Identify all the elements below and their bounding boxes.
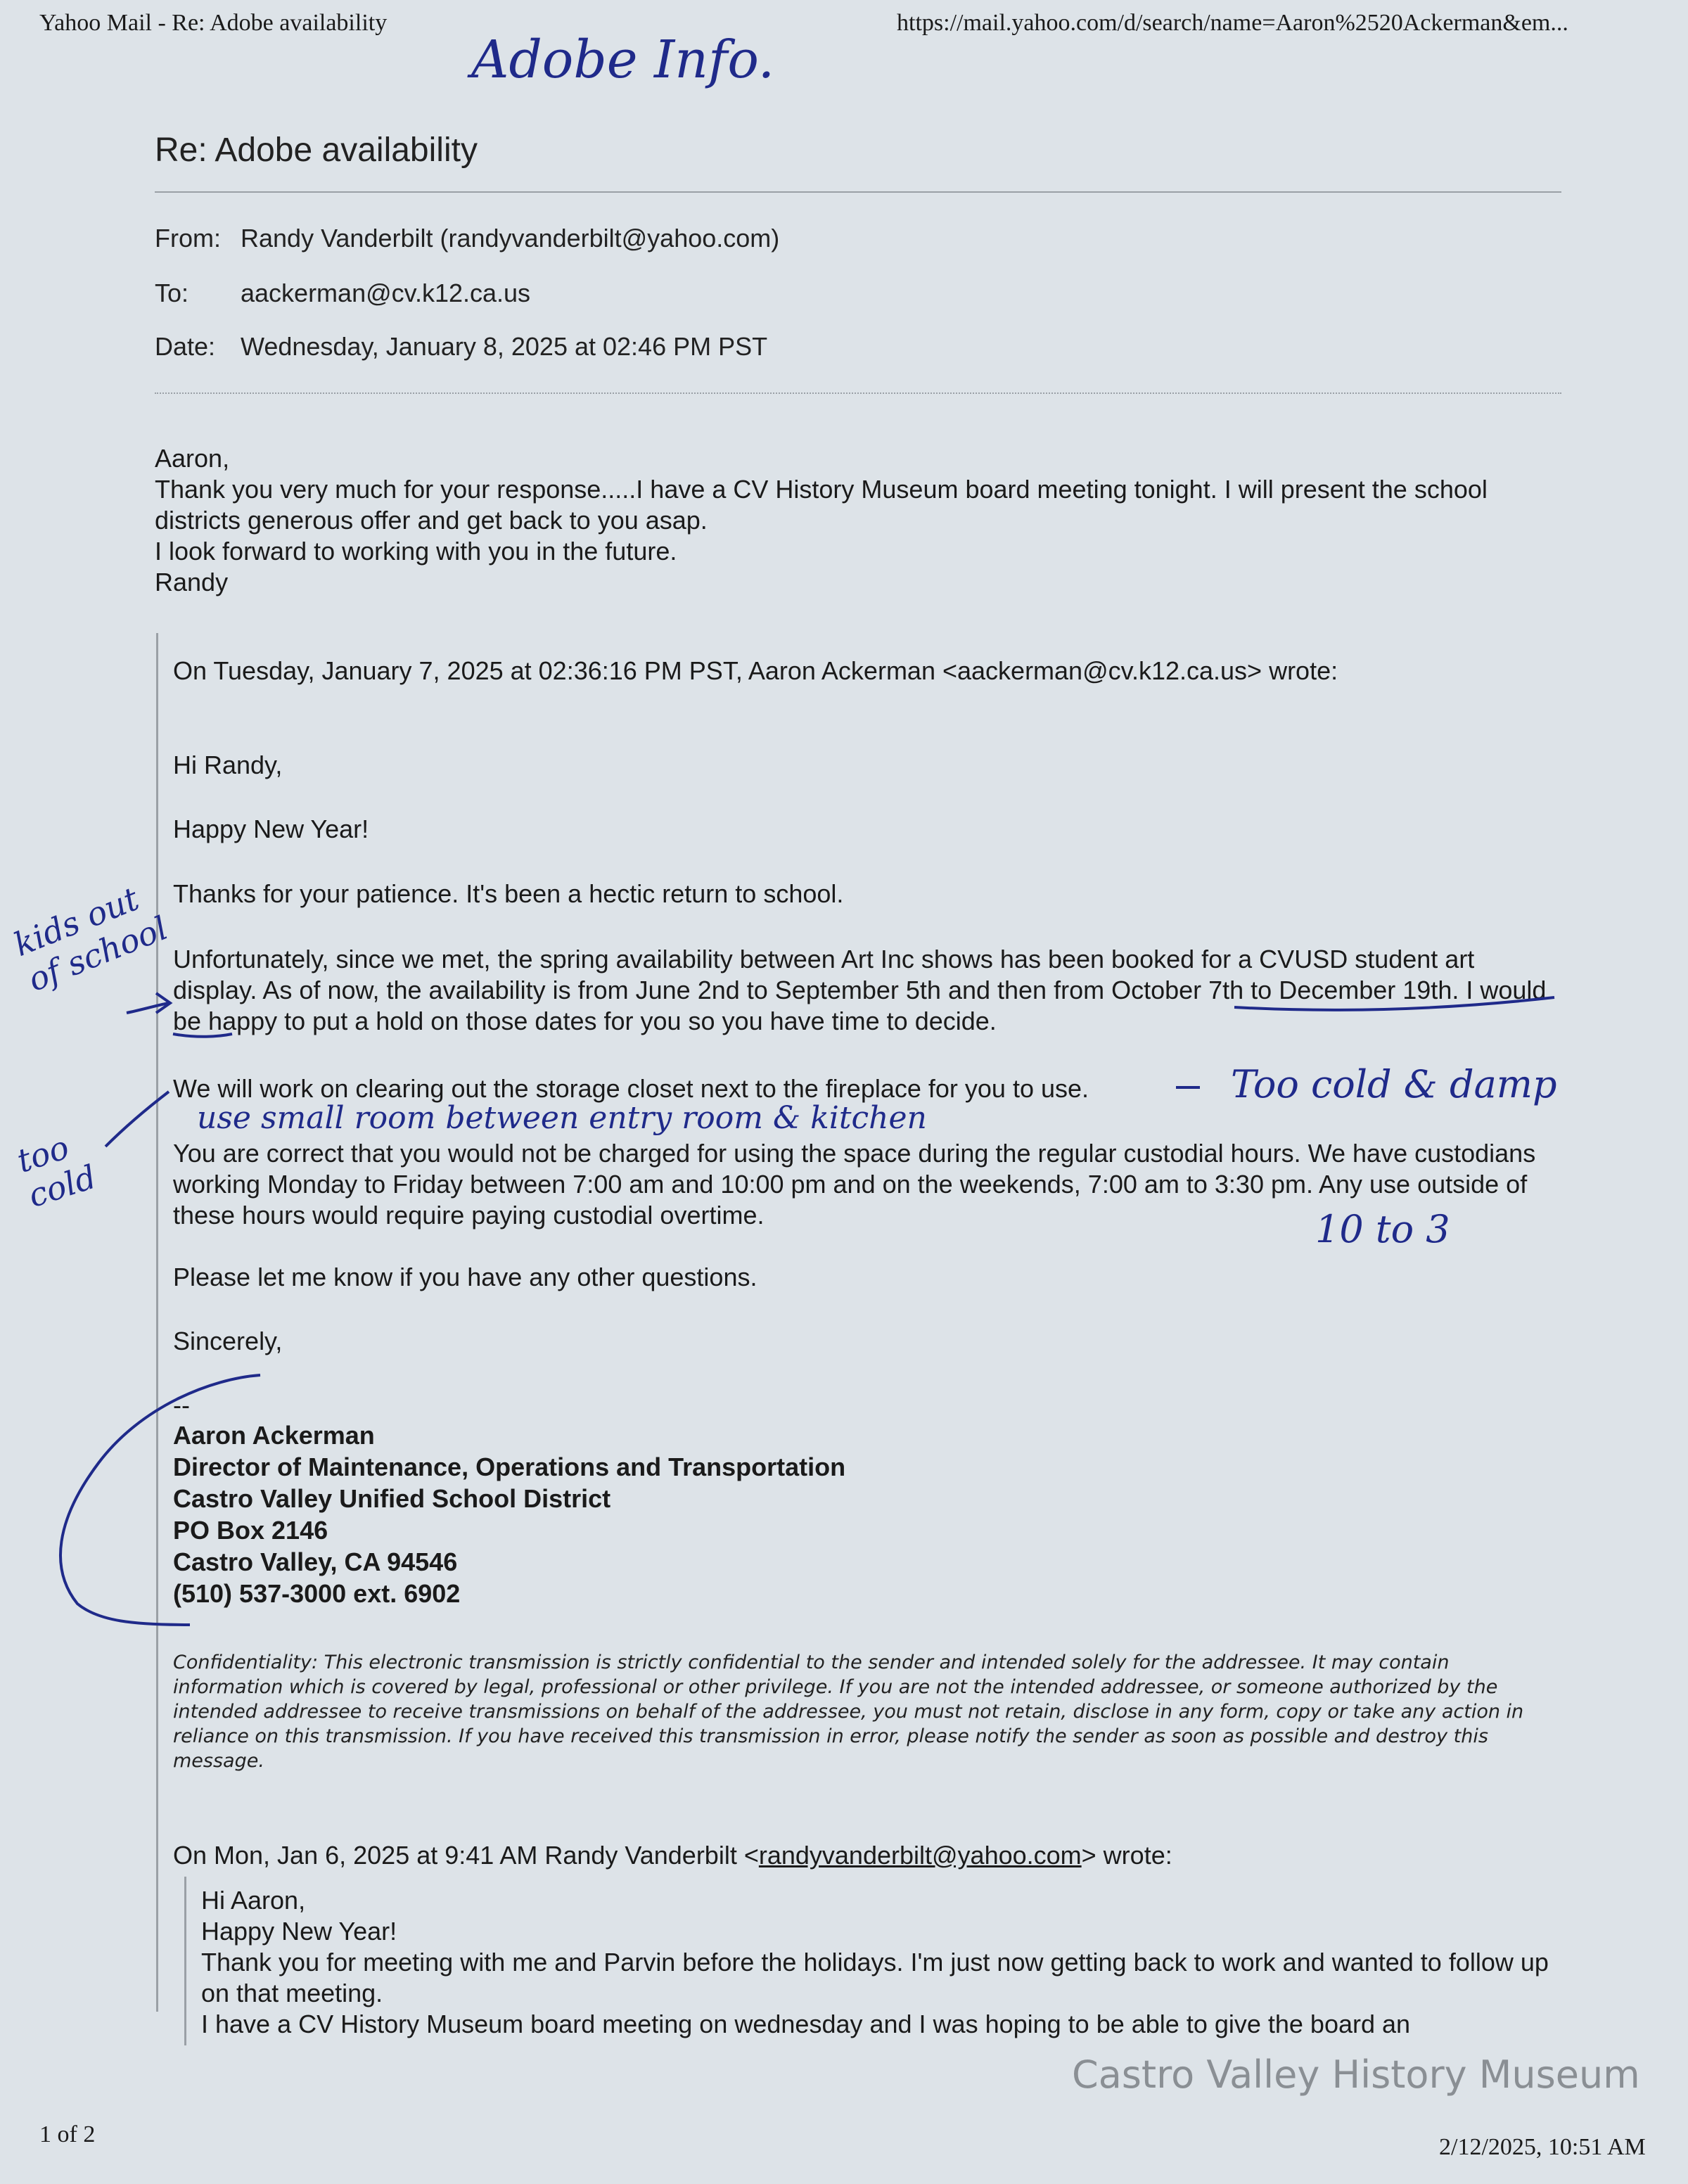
quoted2-line: Hi Aaron, [201, 1886, 306, 1915]
from-value: Randy Vanderbilt (randyvanderbilt@yahoo.com) [241, 224, 780, 253]
quoted2-line: I have a CV History Museum board meeting on wednesday and I was hoping to be able to give the board an [201, 2010, 1411, 2038]
body-paragraph: I look forward to working with you in the future. [155, 537, 677, 566]
ink-bracket [60, 1375, 260, 1625]
to-label: To: [155, 279, 189, 307]
quoted-storage: We will work on clearing out the storage closet next to the fireplace for you to use. [173, 1074, 1089, 1103]
quoted-header: On Tuesday, January 7, 2025 at 02:36:16 PM PST, Aaron Ackerman <aackerman@cv.k12.ca.us> wrote: [173, 656, 1338, 685]
body-paragraph: Thank you very much for your response.....I have a CV History Museum board meeting tonight. I will present the school districts generous offer and get back to you asap. [155, 475, 1488, 535]
signature-org: Castro Valley Unified School District [173, 1484, 611, 1513]
quoted-availability: Unfortunately, since we met, the spring availability between Art Inc shows has been booked for a CVUSD student art display. As of now, the availability is from June 2nd to September 5th and then from October 7th to December 19th. I would be happy to put a hold on those dates for you so you have time to decide. [173, 945, 1547, 1035]
signature-title: Director of Maintenance, Operations and Transportation [173, 1452, 846, 1481]
storage-note: Too cold & damp [1231, 1062, 1557, 1106]
signature-name: Aaron Ackerman [173, 1421, 375, 1450]
quoted2-line: Happy New Year! [201, 1917, 397, 1946]
margin-note-cold: too cold [12, 1128, 101, 1215]
quoted-new-year: Happy New Year! [173, 815, 369, 843]
quoted2-line: Thank you for meeting with me and Parvin before the holidays. I'm just now getting back to work and wanted to follow up on that meeting. [201, 1948, 1549, 2007]
room-note: use small room between entry room & kitchen [197, 1100, 927, 1136]
quoted2-header-prefix: On Mon, Jan 6, 2025 at 9:41 AM Randy Vanderbilt < [173, 1841, 759, 1870]
signature-dash: -- [173, 1391, 190, 1419]
quoted2-email-link[interactable]: randyvanderbilt@yahoo.com [758, 1841, 1082, 1870]
page-number: 1 of 2 [39, 2121, 96, 2147]
handwritten-title: Adobe Info. [471, 30, 775, 90]
to-value: aackerman@cv.k12.ca.us [241, 279, 531, 307]
print-header-url: https://mail.yahoo.com/d/search/name=Aaron%2520Ackerman&em... [897, 10, 1568, 36]
hours-note: 10 to 3 [1315, 1207, 1450, 1251]
margin-note-kids: kids out of school [8, 879, 173, 1000]
print-header-title: Yahoo Mail - Re: Adobe availability [39, 10, 388, 36]
ink-underline [1234, 997, 1554, 1010]
body-salutation: Aaron, [155, 444, 230, 473]
quoted-greeting: Hi Randy, [173, 751, 283, 779]
confidentiality-notice: Confidentiality: This electronic transmission is strictly confidential to the sender and intended solely for the addressee. It may contain information which is covered by legal, professional or other privilege. If you are not the intended addressee, or someone authorized by the intended addressee to receive transmissions on behalf of the addressee, you must not retain, disclose in any form, copy or take any action in reliance on this transmission. If you have received this transmission in error, please notify the sender as soon as possible and destroy this message. [173, 1652, 1524, 1772]
ink-line [106, 1092, 169, 1147]
body-signoff: Randy [155, 568, 229, 596]
print-timestamp: 2/12/2025, 10:51 AM [1439, 2134, 1646, 2160]
ink-underline [173, 1034, 232, 1037]
signature-phone: (510) 537-3000 ext. 6902 [173, 1579, 461, 1608]
date-value: Wednesday, January 8, 2025 at 02:46 PM PST [241, 332, 768, 361]
signature-po-box: PO Box 2146 [173, 1516, 328, 1545]
watermark: Castro Valley History Museum [1072, 2052, 1640, 2097]
quoted-questions: Please let me know if you have any other questions. [173, 1263, 757, 1291]
signature-city: Castro Valley, CA 94546 [173, 1547, 458, 1576]
from-label: From: [155, 224, 221, 253]
email-subject: Re: Adobe availability [155, 132, 478, 169]
date-label: Date: [155, 332, 216, 361]
quoted2-header-suffix: > wrote: [1081, 1841, 1172, 1870]
quoted-thanks: Thanks for your patience. It's been a hectic return to school. [173, 879, 844, 908]
quoted-closing: Sincerely, [173, 1327, 283, 1355]
quoted-custodial: You are correct that you would not be charged for using the space during the regular custodial hours. We have custodians working Monday to Friday between 7:00 am and 10:00 pm and on the weekends, 7:00 am to 3:30 pm. Any use outside of these hours would require paying custodial overtime. [173, 1139, 1536, 1230]
